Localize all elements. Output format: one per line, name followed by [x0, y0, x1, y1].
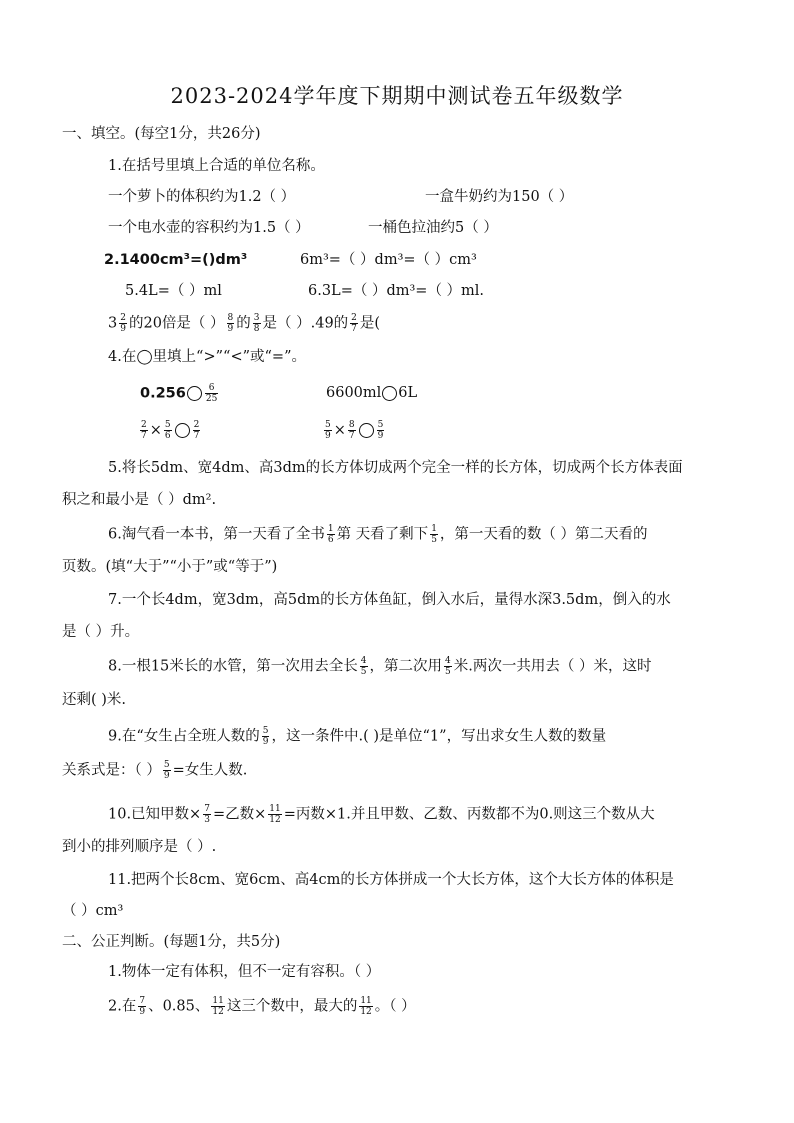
- text-segment: 第 天看了剩下: [336, 526, 429, 543]
- q2-item-b: 6m³=（ ）dm³=（ ）cm³: [300, 252, 477, 268]
- fraction: $\frac{3}{8}$: [253, 313, 260, 334]
- text-segment: ，这一条件中.( )是单位“1”，写出求女生人数的数量: [271, 728, 607, 745]
- fraction: $\frac{1}{6}$: [327, 524, 334, 545]
- fraction: $\frac{5}{9}$: [377, 420, 384, 441]
- text-segment: 10.已知甲数×: [108, 806, 202, 823]
- fraction: $\frac{5}{9}$: [163, 760, 170, 781]
- q8-line-1: 7.一个长4dm，宽3dm，高5dm的长方体鱼缸，倒入水后，量得水深3.5dm，倒入的水: [108, 592, 671, 608]
- q3-item-b: 6.3L=（ ）dm³=（ ）ml.: [308, 283, 485, 299]
- fraction: $\frac{5}{9}$: [262, 726, 269, 747]
- q1-item-a: 一个萝卜的体积约为1.2（ ）: [108, 189, 296, 205]
- text-segment: ，第二次用: [369, 658, 443, 675]
- text-segment: 这三个数中，最大的: [226, 998, 358, 1015]
- text-segment: =丙数×1.并且甲数、乙数、丙数都不为0.则这三个数从大: [283, 806, 655, 823]
- compare-circle: [382, 386, 397, 401]
- q1-item-d: 一桶色拉油约5（ ）: [368, 220, 498, 236]
- fraction: $\frac{2}{7}$: [141, 420, 147, 441]
- text-segment: =女生人数.: [172, 762, 248, 779]
- q6-line-1: 5.将长5dm、宽4dm、高3dm的长方体切成两个完全一样的长方体，切成两个长方体表面: [108, 460, 683, 476]
- text-segment: 6L: [398, 385, 418, 401]
- text-segment: 米.两次一共用去（ ）米，这时: [453, 658, 652, 675]
- compare-circle: [359, 423, 374, 438]
- judge-q1: 1.物体一定有体积，但不一定有容积。（ ）: [108, 964, 381, 980]
- section-1-heading: 一、填空。(每空1分，共26分): [62, 126, 261, 142]
- compare-3: [138, 420, 202, 441]
- q8-line-2: 是（ ）升。: [62, 624, 140, 640]
- page-title: 2023-2024学年度下期期中测试卷五年级数学: [170, 84, 624, 108]
- q2-item-a: 2.1400cm³=()dm³: [104, 252, 248, 268]
- text-segment: 8.一根15米长的水管，第一次用去全长: [108, 658, 358, 675]
- q7-line-1: [108, 524, 648, 545]
- fraction: $\frac{5}{9}$: [325, 420, 331, 441]
- q11-line-1: [108, 804, 655, 825]
- text-segment: ，第一天看的数（ ）第二天看的: [439, 526, 648, 543]
- text-segment: 的20倍是（ ）: [128, 315, 225, 332]
- text-segment: 3: [108, 315, 118, 332]
- text-segment: 是（ ）.49的: [262, 315, 349, 332]
- q11-line-2: 到小的排列顺序是（ ）.: [62, 839, 217, 855]
- text-segment: 。（ ）: [374, 998, 416, 1015]
- section-2-heading: 二、公正判断。(每题1分，共5分): [62, 934, 281, 950]
- q1-text: 1.在括号里填上合适的单位名称。: [108, 158, 325, 174]
- q3-item-a: 5.4L=（ ）ml: [125, 283, 222, 299]
- text-segment: 2.在: [108, 998, 137, 1015]
- text-segment: 0.256: [140, 385, 186, 402]
- text-segment: 6600ml: [326, 385, 382, 401]
- q12-line-1: 11.把两个长8cm、宽6cm、高4cm的长方体拼成一个大长方体，这个大长方体的体积是: [108, 872, 674, 888]
- q9-line-1: [108, 656, 651, 677]
- text-segment: 关系式是：（ ）: [62, 762, 161, 779]
- fraction: $\frac{4}{5}$: [360, 656, 367, 677]
- q1-item-b: 一盒牛奶约为150（ ）: [425, 189, 574, 205]
- text-segment: =乙数×: [212, 806, 267, 823]
- text-segment: 的: [236, 315, 251, 332]
- fraction: $\frac{2}{7}$: [351, 313, 357, 334]
- text-segment: ×: [149, 422, 162, 439]
- text-segment: 9.在“女生占全班人数的: [108, 728, 260, 745]
- fraction: $\frac{11}{12}$: [360, 996, 372, 1017]
- compare-circle: [175, 423, 190, 438]
- q1-item-c: 一个电水壶的容积约为1.5（ ）: [108, 220, 310, 236]
- fraction: $\frac{6}{25}$: [205, 383, 218, 404]
- compare-circle: [187, 386, 202, 401]
- compare-1: [140, 383, 220, 404]
- fraction: $\frac{4}{5}$: [445, 656, 451, 677]
- compare-2: [326, 383, 417, 403]
- q4-line: [108, 313, 380, 334]
- q6-line-2: 积之和最小是（ ）dm².: [62, 492, 217, 508]
- fraction: $\frac{1}{5}$: [431, 524, 437, 545]
- q10-line-1: [108, 726, 606, 747]
- fraction: $\frac{5}{6}$: [164, 420, 171, 441]
- fraction: $\frac{11}{12}$: [212, 996, 224, 1017]
- fraction: $\frac{7}{9}$: [139, 996, 146, 1017]
- text-segment: 是(: [359, 315, 381, 332]
- text-segment: 、0.85、: [148, 998, 210, 1015]
- q7-line-2: 页数。(填“大于”“小于”或“等于”): [62, 559, 278, 575]
- fraction: $\frac{11}{12}$: [269, 804, 281, 825]
- fraction: $\frac{8}{9}$: [227, 313, 234, 334]
- q9-line-2: 还剩( )米.: [62, 692, 127, 708]
- text-segment: ×: [333, 422, 346, 439]
- q10-line-2: [62, 760, 247, 781]
- fraction: $\frac{8}{7}$: [348, 420, 355, 441]
- judge-q2: [108, 996, 416, 1017]
- q5-text: 4.在◯里填上“>”“<”或“=”。: [108, 349, 306, 365]
- compare-4: [322, 420, 386, 441]
- fraction: $\frac{2}{7}$: [193, 420, 200, 441]
- q12-line-2: （ ）cm³: [62, 903, 124, 919]
- text-segment: 6.淘气看一本书，第一天看了全书: [108, 526, 325, 543]
- fraction: $\frac{2}{9}$: [120, 313, 126, 334]
- fraction: $\frac{7}{3}$: [204, 804, 210, 825]
